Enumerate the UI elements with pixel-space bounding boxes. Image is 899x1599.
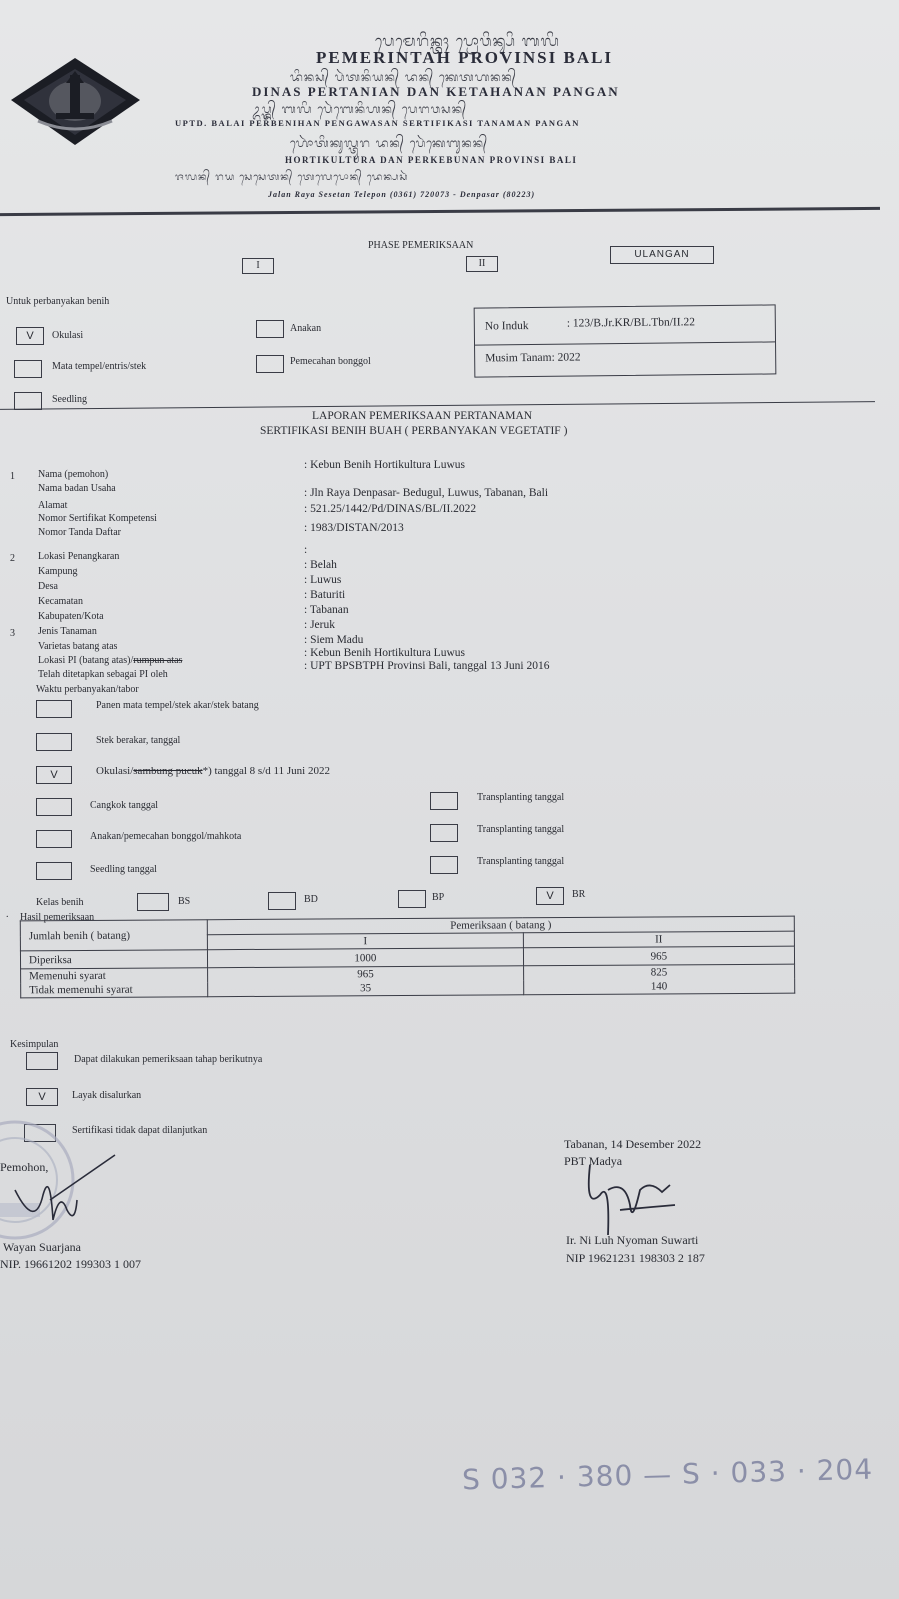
row-label: Tidak memenuhi syarat bbox=[21, 982, 208, 998]
no-induk-value: : 123/B.Jr.KR/BL.Tbn/II.22 bbox=[566, 316, 695, 330]
checkbox-bd bbox=[268, 892, 296, 910]
label-kampung: Kampung bbox=[38, 566, 78, 577]
header-balinese-2: ᬤᬶᬦᬲ᭄ ᬧᬃᬢᬦᬶᬬᬦ᭄ ᬤᬦ᭄ ᬓᬾᬢᬳᬦᬦ᭄ bbox=[290, 70, 517, 84]
signature-place-date: Tabanan, 14 Desember 2022 bbox=[564, 1137, 702, 1151]
okulasi-text-c: *) tanggal 8 s/d 11 Juni 2022 bbox=[202, 765, 330, 777]
label-seedling-tanggal: Seedling tanggal bbox=[90, 864, 157, 875]
row-value-1: 35 bbox=[208, 980, 524, 996]
hasil-bullet: . bbox=[6, 909, 9, 920]
header-line-4: HORTIKULTURA DAN PERKEBUNAN PROVINSI BALI bbox=[285, 155, 578, 165]
checkbox-transplanting-3 bbox=[430, 856, 458, 874]
label-varietas: Varietas batang atas bbox=[38, 641, 118, 652]
label-lokasi-pi-struck: rumpun atas bbox=[133, 655, 183, 666]
okulasi-text-a: Okulasi/ bbox=[96, 765, 134, 777]
value-desa: : Luwus bbox=[304, 574, 342, 586]
checkbox-bp bbox=[398, 890, 426, 908]
label-jenis: Jenis Tanaman bbox=[38, 626, 97, 637]
checkbox-anakan-bonggol bbox=[36, 830, 72, 848]
value-tanda-daftar: : 1983/DISTAN/2013 bbox=[304, 522, 404, 534]
header-balinese-3: ᬉᬧ᭄ᬢ᭄ᬤ᭄ ᬩᬮᬶ ᬧᬾᬃᬩᬾᬦᬶᬳᬦ᭄ ᬧᬾᬗᬯᬲᬦ᭄ bbox=[252, 102, 468, 116]
label-seedling: Seedling bbox=[52, 394, 87, 405]
header-line-2: DINAS PERTANIAN DAN KETAHANAN PANGAN bbox=[252, 84, 620, 99]
checkbox-transplanting-2 bbox=[430, 824, 458, 842]
label-ditetapkan: Telah ditetapkan sebagai PI oleh bbox=[38, 669, 168, 680]
label-transplanting-1: Transplanting tanggal bbox=[477, 792, 565, 803]
label-tanda-daftar: Nomor Tanda Daftar bbox=[38, 527, 121, 538]
value-ditetapkan: : UPT BPSBTPH Provinsi Bali, tanggal 13 Juni 2016 bbox=[304, 660, 550, 672]
label-kesimpulan-3: Sertifikasi tidak dapat dilanjutkan bbox=[72, 1125, 208, 1136]
header-pemeriksaan: Pemeriksaan ( batang ) bbox=[207, 916, 794, 935]
handwritten-note: S 032 · 380 — S · 033 · 204 bbox=[461, 1452, 874, 1497]
header-jumlah: Jumlah benih ( batang) bbox=[20, 920, 207, 951]
label-kesimpulan-1: Dapat dilakukan pemeriksaan tahap berikutnya bbox=[74, 1054, 263, 1065]
induk-divider bbox=[475, 341, 775, 345]
row-label: Diperiksa bbox=[20, 950, 207, 969]
signature-right-icon bbox=[580, 1150, 690, 1245]
checkbox-kesimpulan-1 bbox=[26, 1052, 58, 1070]
label-alamat: Alamat bbox=[38, 500, 68, 511]
signature-right-nip: NIP 19621231 198303 2 187 bbox=[566, 1251, 705, 1265]
row-value-2: 965 bbox=[523, 946, 794, 966]
label-stek: Stek berakar, tanggal bbox=[96, 735, 181, 746]
signature-pemohon: Pemohon, bbox=[0, 1160, 49, 1174]
value-lokasi-pi: : Kebun Benih Hortikultura Luwus bbox=[304, 647, 465, 659]
label-lokasi-pi bbox=[38, 655, 182, 666]
kesimpulan-label: Kesimpulan bbox=[10, 1039, 59, 1050]
label-mata-tempel: Mata tempel/entris/stek bbox=[52, 361, 147, 372]
signature-right-name: Ir. Ni Luh Nyoman Suwarti bbox=[566, 1233, 699, 1247]
row-value-1: 1000 bbox=[207, 948, 523, 968]
phase-title: PHASE PEMERIKSAAN bbox=[368, 240, 474, 251]
label-panen: Panen mata tempel/stek akar/stek batang bbox=[96, 700, 259, 711]
value-kampung: : Belah bbox=[304, 559, 337, 571]
label-bp: BP bbox=[432, 892, 445, 903]
label-kesimpulan-2: Layak disalurkan bbox=[72, 1090, 142, 1101]
label-lokasi-pi-main: Lokasi PI (batang atas)/ bbox=[38, 655, 134, 666]
signature-left-nip: NIP. 19661202 199303 1 007 bbox=[0, 1257, 142, 1271]
checkbox-transplanting-1 bbox=[430, 792, 458, 810]
phase-1-box: I bbox=[242, 258, 274, 274]
label-pemecahan: Pemecahan bonggol bbox=[290, 356, 371, 367]
header-line-3: UPTD. BALAI PERBENIHAN PENGAWASAN SERTIFIKASI TANAMAN PANGAN bbox=[175, 118, 580, 128]
okulasi-text-struck: sambung pucuk bbox=[133, 765, 203, 777]
header-col-1: I bbox=[207, 933, 523, 950]
ulangan-box: ULANGAN bbox=[610, 246, 714, 264]
perbanyakan-label: Untuk perbanyakan benih bbox=[6, 296, 110, 307]
row-label: Memenuhi syarat bbox=[21, 968, 208, 984]
value-jenis: : Jeruk bbox=[304, 619, 335, 631]
label-badan-usaha: Nama badan Usaha bbox=[38, 483, 116, 494]
induk-box bbox=[474, 304, 777, 377]
header-balinese-4: ᬳᭀᬃᬢᬶᬓᬸᬮ᭄ᬢᬸᬭ ᬤᬦ᭄ ᬧᬾᬃᬓᬾᬩᬸᬦᬦ᭄ bbox=[290, 136, 489, 150]
value-varietas: : Siem Madu bbox=[304, 634, 364, 646]
label-kecamatan: Kecamatan bbox=[38, 596, 83, 607]
label-br: BR bbox=[572, 889, 586, 900]
phase-2-box: II bbox=[466, 256, 498, 272]
header-divider bbox=[0, 207, 880, 216]
header-balinese-1: ᬧᬾᬫᬾᬭᬶᬦ᭄ᬢᬄ ᬧ᭄ᬭᭀᬯᬶᬦ᭄ᬲᬶ ᬩᬮᬶ bbox=[375, 32, 560, 50]
checkbox-seedling bbox=[14, 392, 42, 410]
label-transplanting-3: Transplanting tanggal bbox=[477, 856, 565, 867]
signature-left-name: Wayan Suarjana bbox=[3, 1240, 81, 1254]
row-value-1: 965 bbox=[208, 966, 524, 982]
section-divider bbox=[0, 401, 875, 410]
checkbox-okulasi-tanggal: V bbox=[36, 766, 72, 784]
hasil-table bbox=[20, 916, 795, 999]
checkbox-br: V bbox=[536, 887, 564, 905]
hasil-title: Hasil pemeriksaan bbox=[20, 912, 95, 923]
report-title: LAPORAN PEMERIKSAAN PERTANAMAN bbox=[312, 410, 533, 422]
label-kabupaten: Kabupaten/Kota bbox=[38, 611, 104, 622]
section-1-number: 1 bbox=[10, 471, 15, 482]
header-col-2: II bbox=[523, 931, 794, 948]
header-balinese-5: ᬚᬮᬦ᭄ ᬭᬬ ᬲᬾᬲᬾᬢᬦ᭄ ᬢᬾᬮᬾᬧᭀᬦ᭄ ᬤᬾᬦ᭄ᬧᬲᬃ bbox=[175, 172, 409, 183]
label-transplanting-2: Transplanting tanggal bbox=[477, 824, 565, 835]
musim-tanam: Musim Tanam: 2022 bbox=[485, 351, 581, 365]
section-2-number: 2 bbox=[10, 553, 15, 564]
section-3-number: 3 bbox=[10, 628, 15, 639]
header-line-1: PEMERINTAH PROVINSI BALI bbox=[316, 48, 614, 67]
value-kecamatan: : Baturiti bbox=[304, 589, 346, 601]
report-subtitle: SERTIFIKASI BENIH BUAH ( PERBANYAKAN VEGETATIF ) bbox=[260, 425, 568, 437]
checkbox-kesimpulan-2: V bbox=[26, 1088, 58, 1106]
checkbox-bs bbox=[137, 893, 169, 911]
label-bs: BS bbox=[178, 896, 191, 907]
label-nama: Nama (pemohon) bbox=[38, 469, 109, 480]
value-nama: : Kebun Benih Hortikultura Luwus bbox=[304, 459, 465, 471]
label-waktu: Waktu perbanyakan/tabor bbox=[36, 684, 139, 695]
value-lokasi: : bbox=[304, 544, 308, 556]
checkbox-anakan bbox=[256, 320, 284, 338]
bali-province-logo-icon bbox=[8, 55, 143, 150]
checkbox-stek bbox=[36, 733, 72, 751]
row-value-2: 140 bbox=[523, 979, 794, 995]
checkbox-cangkok bbox=[36, 798, 72, 816]
label-kelas-benih: Kelas benih bbox=[36, 897, 84, 908]
label-cangkok: Cangkok tanggal bbox=[90, 800, 159, 811]
signature-left-icon bbox=[5, 1150, 125, 1240]
label-desa: Desa bbox=[38, 581, 58, 592]
label-anakan-bonggol: Anakan/pemecahan bonggol/mahkota bbox=[90, 831, 242, 842]
value-kabupaten: : Tabanan bbox=[304, 604, 349, 616]
checkbox-pemecahan bbox=[256, 355, 284, 373]
label-bd: BD bbox=[304, 894, 318, 905]
row-value-2: 825 bbox=[523, 964, 794, 980]
checkbox-panen bbox=[36, 700, 72, 718]
label-sertifikat: Nomor Sertifikat Kompetensi bbox=[38, 513, 157, 524]
checkbox-mata-tempel bbox=[14, 360, 42, 378]
label-okulasi: Okulasi bbox=[52, 330, 84, 341]
value-alamat: : Jln Raya Denpasar- Bedugul, Luwus, Tabanan, Bali bbox=[304, 487, 549, 499]
label-okulasi-tanggal bbox=[96, 765, 330, 777]
value-sertifikat: : 521.25/1442/Pd/DINAS/BL/II.2022 bbox=[304, 503, 477, 515]
signature-pbt: PBT Madya bbox=[564, 1154, 623, 1168]
no-induk-label: No Induk bbox=[484, 320, 529, 333]
checkbox-okulasi: V bbox=[16, 327, 44, 345]
header-address: Jalan Raya Sesetan Telepon (0361) 720073 - Denpasar (80223) bbox=[268, 190, 536, 199]
label-anakan: Anakan bbox=[290, 323, 322, 334]
checkbox-seedling-tanggal bbox=[36, 862, 72, 880]
label-lokasi: Lokasi Penangkaran bbox=[38, 551, 120, 562]
